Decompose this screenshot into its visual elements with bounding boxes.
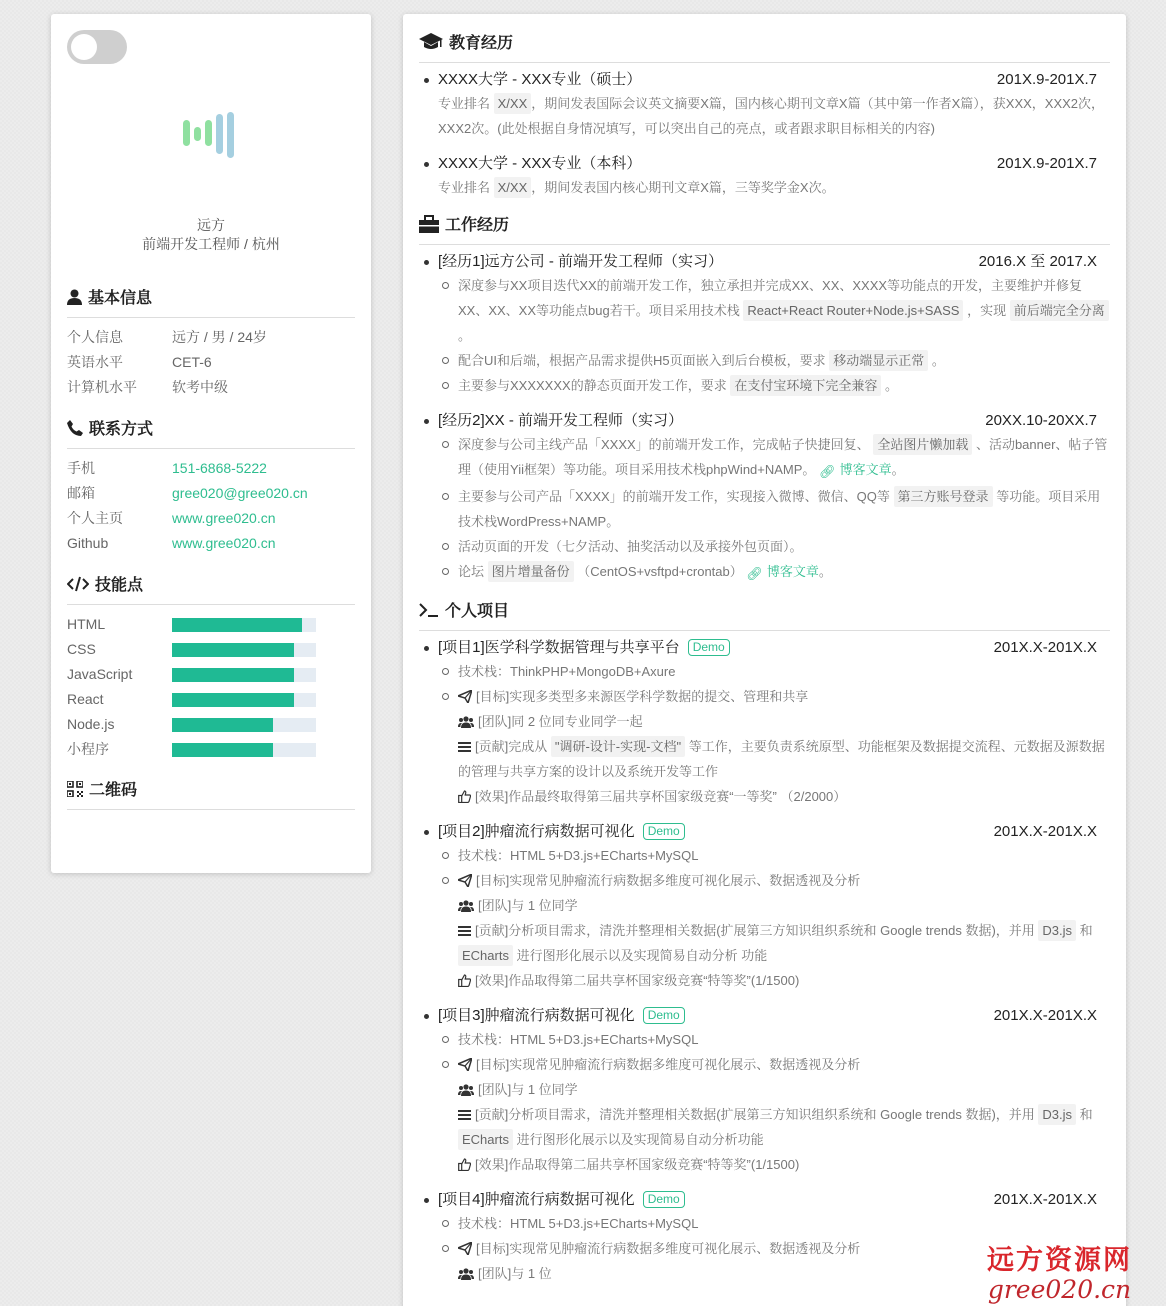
skill-name: React xyxy=(67,691,104,707)
job-detail: 活动页面的开发（七夕活动、抽奖活动以及承接外包页面）。 xyxy=(438,534,1110,559)
job-title: [经历2]XX - 前端开发工程师（实习） xyxy=(438,412,684,429)
project-contrib: [贡献]完成从 "调研-设计-实现-文档" 等工作，主要负责系统原型、功能框架及数据提交流程、元数据及源数据的管理与共享方案的设计以及系统开发等工作 xyxy=(458,734,1110,784)
project-item xyxy=(419,1005,1110,1177)
projects-section xyxy=(419,598,1110,1286)
email-link[interactable]: gree020@gree020.cn xyxy=(172,485,308,501)
watermark-cn: 远方资源网 xyxy=(987,1245,1132,1276)
contact-row-phone: 手机 151-6868-5222 xyxy=(67,456,355,481)
project-item xyxy=(419,637,1110,809)
basic-row: 计算机水平 软考中级 xyxy=(67,379,228,395)
skill-row xyxy=(67,687,355,712)
job-detail: 论坛 图片增量备份 （CentOS+vsftpd+crontab） 🔗︎ 博客文章。 xyxy=(438,559,1110,586)
education-date: 201X.9-201X.7 xyxy=(996,155,1097,172)
contact-section xyxy=(67,416,355,556)
skill-row xyxy=(67,637,355,662)
profile-title: 前端开发工程师 / 杭州 xyxy=(142,236,280,252)
skill-bar-fill xyxy=(172,643,294,657)
project-stack: 技术栈：HTML 5+D3.js+ECharts+MySQL xyxy=(438,843,1110,868)
project-date: 201X.X-201X.X xyxy=(993,1007,1097,1024)
education-item xyxy=(419,153,1110,200)
project-goal: [目标]实现多类型多来源医学科学数据的提交、管理和共享 [团队]同 2 位同专业同学一起 [贡献]完成从 "调研-设计-实现-文档" 等工作，主要负责系统原型、功能框架及数据提交流程、元数据及源数据的管理与共享方案的设计以及系统开发等工作 [效果]作品最终取得第三届共享杯国家级竞赛“一等奖” （2/2000） xyxy=(438,684,1110,809)
project-goal: [目标]实现常见肿瘤流行病数据多维度可视化展示、数据透视及分析 [团队]与 1 位同学 [贡献]分析项目需求，清洗并整理相关数据(扩展第三方知识组织系统和 Google trends 数据)，并用 D3.js 和 ECharts 进行图形化展示以及实现简易自动分析 功能 [效果]作品取得第二届共享杯国家级竞赛“特等奖”(1/1500) xyxy=(438,868,1110,993)
basic-row: 英语水平 CET-6 xyxy=(67,354,212,370)
project-title: [项目1]医学科学数据管理与共享平台 xyxy=(438,639,680,656)
paper-plane-icon xyxy=(458,690,472,703)
education-desc: 专业排名 X/XX ，期间发表国内核心期刊文章X篇，三等奖学金X次。 xyxy=(438,175,1110,200)
github-link[interactable]: www.gree020.cn xyxy=(172,535,276,551)
demo-button[interactable]: Demo xyxy=(643,823,685,840)
skill-bar-fill xyxy=(172,693,294,707)
toggle-knob[interactable] xyxy=(71,34,97,60)
project-title: [项目4]肿瘤流行病数据可视化 xyxy=(438,1191,635,1208)
list-icon xyxy=(458,1109,471,1121)
paper-plane-icon xyxy=(458,1058,472,1071)
skill-bar xyxy=(172,743,316,757)
job-detail: 主要参与XXXXXXX的静态页面开发工作，要求 在支付宝环境下完全兼容 。 xyxy=(438,373,1110,398)
job-title: [经历1]远方公司 - 前端开发工程师（实习） xyxy=(438,253,724,270)
skill-bar-fill xyxy=(172,618,302,632)
theme-toggle[interactable] xyxy=(67,30,127,64)
watermark xyxy=(987,1238,1132,1304)
education-title: 教育经历 xyxy=(419,30,1110,63)
contact-title: 联系方式 xyxy=(67,416,355,449)
skill-name: HTML xyxy=(67,616,106,632)
education-item xyxy=(419,69,1110,141)
skill-bar xyxy=(172,693,316,707)
main-card xyxy=(403,14,1126,1306)
job-detail: 配合UI和后端，根据产品需求提供H5页面嵌入到后台模板，要求 移动端显示正常 。 xyxy=(438,348,1110,373)
homepage-link[interactable]: www.gree020.cn xyxy=(172,510,276,526)
phone-link[interactable]: 151-6868-5222 xyxy=(172,460,267,476)
education-section xyxy=(419,30,1110,200)
project-team: [团队]同 2 位同专业同学一起 xyxy=(458,709,1110,734)
profile-block xyxy=(51,216,371,254)
project-team: [团队]与 1 位同学 xyxy=(458,893,1110,918)
skills-section xyxy=(67,572,355,762)
job-date: 20XX.10-20XX.7 xyxy=(985,412,1097,429)
phone-icon xyxy=(67,420,83,436)
contact-row-github: Github www.gree020.cn xyxy=(67,531,355,556)
project-title: [项目2]肿瘤流行病数据可视化 xyxy=(438,823,635,840)
users-icon xyxy=(458,1084,474,1096)
sidebar-card xyxy=(51,14,371,873)
project-contrib: [贡献]分析项目需求，清洗并整理相关数据(扩展第三方知识组织系统和 Google trends 数据)，并用 D3.js 和 ECharts 进行图形化展示以及实现简易自动分析 功能 xyxy=(458,918,1110,968)
project-stack: 技术栈：ThinkPHP+MongoDB+Axure xyxy=(438,659,1110,684)
skills-title: 技能点 xyxy=(67,572,355,605)
job-date: 2016.X 至 2017.X xyxy=(978,253,1097,270)
project-date: 201X.X-201X.X xyxy=(993,639,1097,656)
skill-bar-fill xyxy=(172,718,273,732)
contact-row-homepage: 个人主页 www.gree020.cn xyxy=(67,506,355,531)
project-effect: [效果]作品最终取得第三届共享杯国家级竞赛“一等奖” （2/2000） xyxy=(458,784,1110,809)
project-contrib: [贡献]分析项目需求，清洗并整理相关数据(扩展第三方知识组织系统和 Google trends 数据)，并用 D3.js 和 ECharts 进行图形化展示以及实现简易自动分析功能 xyxy=(458,1102,1110,1152)
users-icon xyxy=(458,716,474,728)
demo-button[interactable]: Demo xyxy=(688,639,730,656)
skill-bar-fill xyxy=(172,743,273,757)
skill-row xyxy=(67,612,355,637)
qrcode-title: 二维码 xyxy=(67,777,355,810)
work-item xyxy=(419,251,1110,398)
project-stack: 技术栈：HTML 5+D3.js+ECharts+MySQL xyxy=(438,1211,1110,1236)
user-icon xyxy=(67,289,82,305)
skill-bar xyxy=(172,668,316,682)
paper-plane-icon xyxy=(458,1242,472,1255)
terminal-icon xyxy=(419,602,439,618)
skill-row xyxy=(67,737,355,762)
skill-name: Node.js xyxy=(67,716,115,732)
thumbs-up-icon xyxy=(458,974,471,987)
code-icon xyxy=(67,576,89,592)
qrcode-icon xyxy=(67,781,83,797)
job-detail: 深度参与XX项目迭代XX的前端开发工作，独立承担并完成XX、XX、XXXX等功能点的开发，主要维护并修复XX、XX、XX等功能点bug若干。项目采用技术栈 React+React Router+Node.js+SASS ，实现 前后端完全分离 。 xyxy=(438,273,1110,348)
project-date: 201X.X-201X.X xyxy=(993,823,1097,840)
work-item xyxy=(419,410,1110,586)
users-icon xyxy=(458,900,474,912)
thumbs-up-icon xyxy=(458,1158,471,1171)
project-team: [团队]与 1 位 xyxy=(458,1261,1110,1286)
briefcase-icon xyxy=(419,215,439,233)
blog-link[interactable]: 🔗︎ 博客文章 xyxy=(746,564,819,579)
work-title: 工作经历 xyxy=(419,212,1110,245)
school-name: XXXX大学 - XXX专业（本科） xyxy=(438,155,642,172)
graduation-cap-icon xyxy=(419,33,443,51)
skill-name: CSS xyxy=(67,641,96,657)
contact-row-email: 邮箱 gree020@gree020.cn xyxy=(67,481,355,506)
education-date: 201X.9-201X.7 xyxy=(996,71,1097,88)
project-stack: 技术栈：HTML 5+D3.js+ECharts+MySQL xyxy=(438,1027,1110,1052)
work-section xyxy=(419,212,1110,586)
project-title: [项目3]肿瘤流行病数据可视化 xyxy=(438,1007,635,1024)
link-icon: 🔗︎ xyxy=(819,464,836,479)
project-item xyxy=(419,821,1110,993)
basic-info-title: 基本信息 xyxy=(67,285,355,318)
skill-bar xyxy=(172,643,316,657)
skill-row xyxy=(67,662,355,687)
education-desc: 专业排名 X/XX ，期间发表国际会议英文摘要X篇，国内核心期刊文章X篇（其中第一作者X篇），获XXX，XXX2次，XXX2次。(此处根据自身情况填写，可以突出自己的亮点，或者跟求职目标相关的内容) xyxy=(438,91,1110,141)
logo-icon xyxy=(181,110,243,158)
users-icon xyxy=(458,1268,474,1280)
project-team: [团队]与 1 位同学 xyxy=(458,1077,1110,1102)
skill-bar xyxy=(172,718,316,732)
paper-plane-icon xyxy=(458,874,472,887)
thumbs-up-icon xyxy=(458,790,471,803)
job-detail: 主要参与公司产品「XXXX」的前端开发工作，实现接入微博、微信、QQ等 第三方账号登录 等功能。项目采用技术栈WordPress+NAMP。 xyxy=(438,484,1110,534)
basic-info-section xyxy=(67,285,355,400)
project-effect: [效果]作品取得第二届共享杯国家级竞赛“特等奖”(1/1500) xyxy=(458,968,1110,993)
project-goal: [目标]实现常见肿瘤流行病数据多维度可视化展示、数据透视及分析 [团队]与 1 位同学 [贡献]分析项目需求，清洗并整理相关数据(扩展第三方知识组织系统和 Google trends 数据)，并用 D3.js 和 ECharts 进行图形化展示以及实现简易自动分析功能 [效果]作品取得第二届共享杯国家级竞赛“特等奖”(1/1500) xyxy=(438,1052,1110,1177)
skill-bar xyxy=(172,618,316,632)
skill-name: JavaScript xyxy=(67,666,133,682)
project-goal: [目标]实现常见肿瘤流行病数据多维度可视化展示、数据透视及分析 [团队]与 1 位 xyxy=(438,1236,1110,1286)
demo-button[interactable]: Demo xyxy=(643,1191,685,1208)
skill-bar-fill xyxy=(172,668,294,682)
job-detail: 深度参与公司主线产品「XXXX」的前端开发工作，完成帖子快捷回复、 全站图片懒加载 、活动banner、帖子管理（使用Yii框架）等功能。项目采用技术栈phpWind+NAMP。 🔗︎ 博客文章。 xyxy=(438,432,1110,484)
school-name: XXXX大学 - XXX专业（硕士） xyxy=(438,71,642,88)
skill-name: 小程序 xyxy=(67,741,109,757)
list-icon xyxy=(458,925,471,937)
skill-row xyxy=(67,712,355,737)
blog-link[interactable]: 🔗︎ 博客文章 xyxy=(819,462,892,477)
projects-title: 个人项目 xyxy=(419,598,1110,631)
profile-name: 远方 xyxy=(197,217,225,233)
watermark-en: gree020.cn xyxy=(987,1275,1132,1304)
list-icon xyxy=(458,741,471,753)
demo-button[interactable]: Demo xyxy=(643,1007,685,1024)
basic-row: 个人信息 远方 / 男 / 24岁 xyxy=(67,329,267,345)
link-icon: 🔗︎ xyxy=(746,566,763,581)
project-date: 201X.X-201X.X xyxy=(993,1191,1097,1208)
qrcode-section xyxy=(67,777,355,810)
project-effect: [效果]作品取得第二届共享杯国家级竞赛“特等奖”(1/1500) xyxy=(458,1152,1110,1177)
